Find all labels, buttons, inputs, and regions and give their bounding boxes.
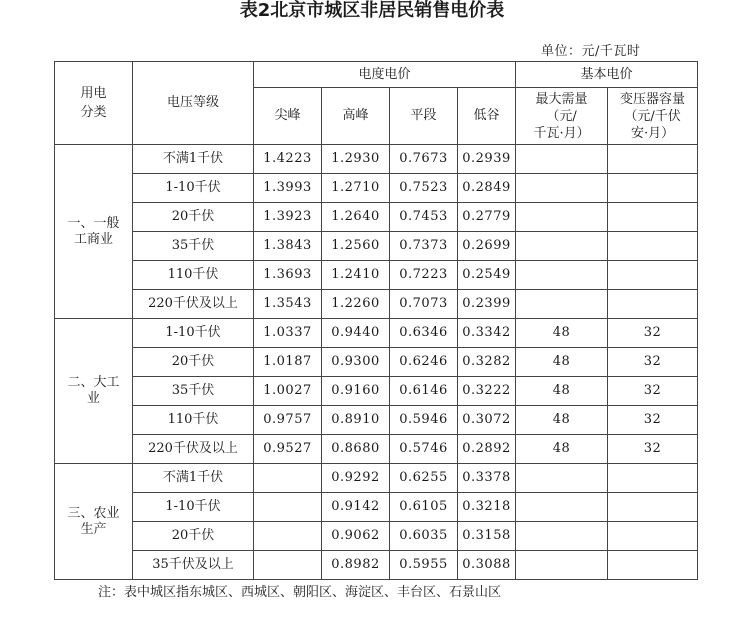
table-row — [55, 203, 698, 232]
flat-cell — [390, 232, 458, 261]
flat-value: 0.7373 — [399, 238, 448, 253]
voltage-cell — [133, 493, 254, 522]
high-value: 0.9292 — [331, 470, 380, 485]
high-cell — [322, 319, 390, 348]
high-value: 1.2640 — [331, 209, 380, 224]
header-basic-price-label: 基本电价 — [580, 66, 633, 82]
valley-cell — [458, 377, 516, 406]
voltage-cell — [133, 522, 254, 551]
valley-cell — [458, 261, 516, 290]
transformer-value: 32 — [643, 412, 662, 427]
peak-cell — [254, 493, 322, 522]
header-transformer — [608, 88, 698, 145]
high-cell — [322, 377, 390, 406]
peak-cell — [254, 319, 322, 348]
high-value: 1.2930 — [331, 151, 380, 166]
max-demand-cell — [516, 406, 608, 435]
unit-label: 单位：元/千瓦时 — [541, 44, 641, 59]
table-row — [55, 464, 698, 493]
valley-value: 0.2549 — [462, 267, 511, 282]
peak-cell — [254, 290, 322, 319]
transformer-value: 32 — [643, 383, 662, 398]
table-row — [55, 522, 698, 551]
flat-value: 0.7523 — [399, 180, 448, 195]
peak-cell — [254, 435, 322, 464]
flat-cell — [390, 261, 458, 290]
valley-value: 0.2849 — [462, 180, 511, 195]
max-demand-cell — [516, 203, 608, 232]
voltage-label: 不满1千伏 — [162, 470, 224, 485]
header-voltage-label: 电压等级 — [166, 95, 219, 110]
header-peak — [254, 88, 322, 145]
table-row — [55, 174, 698, 203]
high-cell — [322, 435, 390, 464]
voltage-cell — [133, 203, 254, 232]
voltage-label: 110千伏 — [167, 412, 219, 427]
voltage-label: 不满1千伏 — [162, 151, 224, 166]
max-demand-cell — [516, 435, 608, 464]
valley-cell — [458, 174, 516, 203]
header-valley-label: 低谷 — [473, 108, 500, 123]
flat-cell — [390, 145, 458, 174]
category-cell — [55, 145, 133, 319]
high-cell — [322, 261, 390, 290]
transformer-cell — [608, 493, 698, 522]
table-row — [55, 290, 698, 319]
transformer-cell — [608, 261, 698, 290]
high-cell — [322, 145, 390, 174]
transformer-cell — [608, 464, 698, 493]
table-row — [55, 261, 698, 290]
high-value: 1.2560 — [331, 238, 380, 253]
flat-cell — [390, 174, 458, 203]
header-valley — [458, 88, 516, 145]
peak-cell — [254, 203, 322, 232]
voltage-label: 20千伏 — [171, 209, 215, 224]
flat-value: 0.6346 — [399, 325, 448, 340]
valley-value: 0.3072 — [462, 412, 511, 427]
header-voltage — [133, 62, 254, 145]
valley-value: 0.2939 — [462, 151, 511, 166]
header-basic-price — [516, 62, 698, 88]
flat-value: 0.6146 — [399, 383, 448, 398]
valley-value: 0.2699 — [462, 238, 511, 253]
peak-cell — [254, 174, 322, 203]
max-demand-cell — [516, 493, 608, 522]
transformer-cell — [608, 174, 698, 203]
flat-value: 0.7673 — [399, 151, 448, 166]
valley-value: 0.3158 — [462, 528, 511, 543]
header-high-label: 高峰 — [342, 108, 369, 123]
peak-value: 1.3693 — [263, 267, 312, 282]
table-row — [55, 232, 698, 261]
max-demand-value: 48 — [552, 412, 571, 427]
voltage-label: 20千伏 — [171, 354, 215, 369]
header-max-demand — [516, 88, 608, 145]
voltage-cell — [133, 145, 254, 174]
peak-cell — [254, 145, 322, 174]
voltage-label: 1-10千伏 — [165, 499, 221, 514]
header-flat — [390, 88, 458, 145]
valley-value: 0.2779 — [462, 209, 511, 224]
high-cell — [322, 406, 390, 435]
category-cell — [55, 319, 133, 464]
table-row — [55, 145, 698, 174]
max-demand-value: 48 — [552, 441, 571, 456]
max-demand-cell — [516, 290, 608, 319]
transformer-cell — [608, 232, 698, 261]
peak-value: 0.9527 — [263, 441, 312, 456]
valley-cell — [458, 406, 516, 435]
transformer-cell — [608, 290, 698, 319]
valley-value: 0.3088 — [462, 557, 511, 572]
voltage-label: 35千伏 — [171, 383, 215, 398]
high-value: 0.9160 — [331, 383, 380, 398]
valley-value: 0.3222 — [462, 383, 511, 398]
table-row — [55, 319, 698, 348]
high-cell — [322, 522, 390, 551]
peak-cell — [254, 261, 322, 290]
header-energy-price-label: 电度电价 — [358, 66, 411, 82]
category-label: 二、大工 业 — [67, 375, 120, 406]
valley-cell — [458, 232, 516, 261]
flat-cell — [390, 493, 458, 522]
voltage-label: 220千伏及以上 — [148, 296, 238, 311]
high-value: 0.8680 — [331, 441, 380, 456]
valley-cell — [458, 435, 516, 464]
voltage-label: 1-10千伏 — [165, 325, 221, 340]
high-value: 0.9062 — [331, 528, 380, 543]
voltage-cell — [133, 261, 254, 290]
table-row — [55, 406, 698, 435]
voltage-label: 110千伏 — [167, 267, 219, 282]
high-value: 1.2260 — [331, 296, 380, 311]
voltage-label: 35千伏 — [171, 238, 215, 253]
peak-cell — [254, 406, 322, 435]
voltage-cell — [133, 377, 254, 406]
high-value: 0.9300 — [331, 354, 380, 369]
header-category — [55, 62, 133, 145]
max-demand-cell — [516, 522, 608, 551]
voltage-cell — [133, 435, 254, 464]
flat-value: 0.6105 — [399, 499, 448, 514]
footnote: 注：表中城区指东城区、西城区、朝阳区、海淀区、丰台区、石景山区 — [98, 585, 502, 600]
peak-value: 1.3543 — [263, 296, 312, 311]
valley-cell — [458, 319, 516, 348]
flat-value: 0.7223 — [399, 267, 448, 282]
valley-value: 0.3342 — [462, 325, 511, 340]
transformer-cell — [608, 406, 698, 435]
high-cell — [322, 348, 390, 377]
high-cell — [322, 232, 390, 261]
valley-cell — [458, 145, 516, 174]
max-demand-cell — [516, 551, 608, 580]
flat-value: 0.7073 — [399, 296, 448, 311]
valley-cell — [458, 203, 516, 232]
voltage-label: 220千伏及以上 — [148, 441, 238, 456]
transformer-cell — [608, 551, 698, 580]
flat-value: 0.6246 — [399, 354, 448, 369]
flat-cell — [390, 551, 458, 580]
peak-value: 1.0187 — [263, 354, 312, 369]
category-label: 三、农业 生产 — [67, 505, 120, 537]
peak-cell — [254, 348, 322, 377]
flat-cell — [390, 203, 458, 232]
valley-cell — [458, 464, 516, 493]
max-demand-cell — [516, 232, 608, 261]
voltage-cell — [133, 406, 254, 435]
header-peak-label: 尖峰 — [274, 108, 301, 123]
valley-cell — [458, 493, 516, 522]
peak-value: 1.0027 — [263, 383, 312, 398]
high-cell — [322, 290, 390, 319]
transformer-cell — [608, 203, 698, 232]
max-demand-cell — [516, 174, 608, 203]
flat-cell — [390, 464, 458, 493]
max-demand-cell — [516, 464, 608, 493]
flat-value: 0.5955 — [399, 557, 448, 572]
peak-value: 1.3923 — [263, 209, 312, 224]
voltage-cell — [133, 464, 254, 493]
transformer-cell — [608, 319, 698, 348]
transformer-cell — [608, 377, 698, 406]
voltage-cell — [133, 348, 254, 377]
table-row — [55, 435, 698, 464]
max-demand-cell — [516, 348, 608, 377]
price-table — [54, 61, 698, 580]
high-cell — [322, 464, 390, 493]
header-row-top — [55, 62, 698, 88]
transformer-cell — [608, 522, 698, 551]
peak-cell — [254, 522, 322, 551]
transformer-value: 32 — [643, 354, 662, 369]
transformer-value: 32 — [643, 325, 662, 340]
valley-cell — [458, 551, 516, 580]
high-cell — [322, 174, 390, 203]
voltage-label: 35千伏及以上 — [152, 557, 234, 572]
max-demand-value: 48 — [552, 354, 571, 369]
flat-cell — [390, 522, 458, 551]
valley-value: 0.3282 — [462, 354, 511, 369]
table-title: 表2北京市城区非居民销售电价表 — [239, 0, 505, 21]
max-demand-value: 48 — [552, 325, 571, 340]
max-demand-cell — [516, 319, 608, 348]
flat-value: 0.5946 — [399, 412, 448, 427]
flat-value: 0.6035 — [399, 528, 448, 543]
table-row — [55, 551, 698, 580]
high-cell — [322, 551, 390, 580]
flat-cell — [390, 435, 458, 464]
valley-cell — [458, 522, 516, 551]
flat-cell — [390, 377, 458, 406]
peak-value: 1.3993 — [263, 180, 312, 195]
category-cell — [55, 464, 133, 580]
max-demand-cell — [516, 377, 608, 406]
high-value: 0.8910 — [331, 412, 380, 427]
high-value: 1.2410 — [331, 267, 380, 282]
valley-value: 0.2399 — [462, 296, 511, 311]
category-label: 一、一般 工商业 — [67, 215, 120, 247]
transformer-cell — [608, 435, 698, 464]
high-value: 1.2710 — [331, 180, 380, 195]
max-demand-value: 48 — [552, 383, 571, 398]
table-row — [55, 377, 698, 406]
peak-cell — [254, 464, 322, 493]
flat-value: 0.7453 — [399, 209, 448, 224]
flat-value: 0.6255 — [399, 470, 448, 485]
voltage-cell — [133, 232, 254, 261]
high-value: 0.9142 — [331, 499, 380, 514]
voltage-label: 20千伏 — [171, 528, 215, 543]
peak-value: 0.9757 — [263, 412, 312, 427]
peak-value: 1.3843 — [263, 238, 312, 253]
transformer-value: 32 — [643, 441, 662, 456]
voltage-cell — [133, 319, 254, 348]
header-flat-label: 平段 — [410, 108, 437, 123]
peak-cell — [254, 551, 322, 580]
high-cell — [322, 203, 390, 232]
transformer-cell — [608, 145, 698, 174]
flat-cell — [390, 290, 458, 319]
peak-value: 1.4223 — [263, 151, 312, 166]
transformer-cell — [608, 348, 698, 377]
peak-cell — [254, 232, 322, 261]
max-demand-cell — [516, 261, 608, 290]
voltage-label: 1-10千伏 — [165, 180, 221, 195]
valley-cell — [458, 348, 516, 377]
peak-value: 1.0337 — [263, 325, 312, 340]
header-transformer-label: 变压器容量 （元/千伏 安·月） — [620, 91, 686, 141]
high-cell — [322, 493, 390, 522]
header-high — [322, 88, 390, 145]
high-value: 0.8982 — [331, 557, 380, 572]
table-row — [55, 348, 698, 377]
valley-cell — [458, 290, 516, 319]
flat-value: 0.5746 — [399, 441, 448, 456]
valley-value: 0.3218 — [462, 499, 511, 514]
header-energy-price — [254, 62, 516, 88]
voltage-cell — [133, 551, 254, 580]
table-body — [55, 145, 698, 580]
high-value: 0.9440 — [331, 325, 380, 340]
flat-cell — [390, 406, 458, 435]
header-max-demand-label: 最大需量 （元/ 千瓦·月） — [533, 91, 590, 141]
flat-cell — [390, 319, 458, 348]
table-row — [55, 493, 698, 522]
header-category-label: 用电 分类 — [80, 86, 107, 120]
valley-value: 0.2892 — [462, 441, 511, 456]
max-demand-cell — [516, 145, 608, 174]
voltage-cell — [133, 290, 254, 319]
valley-value: 0.3378 — [462, 470, 511, 485]
peak-cell — [254, 377, 322, 406]
voltage-cell — [133, 174, 254, 203]
flat-cell — [390, 348, 458, 377]
